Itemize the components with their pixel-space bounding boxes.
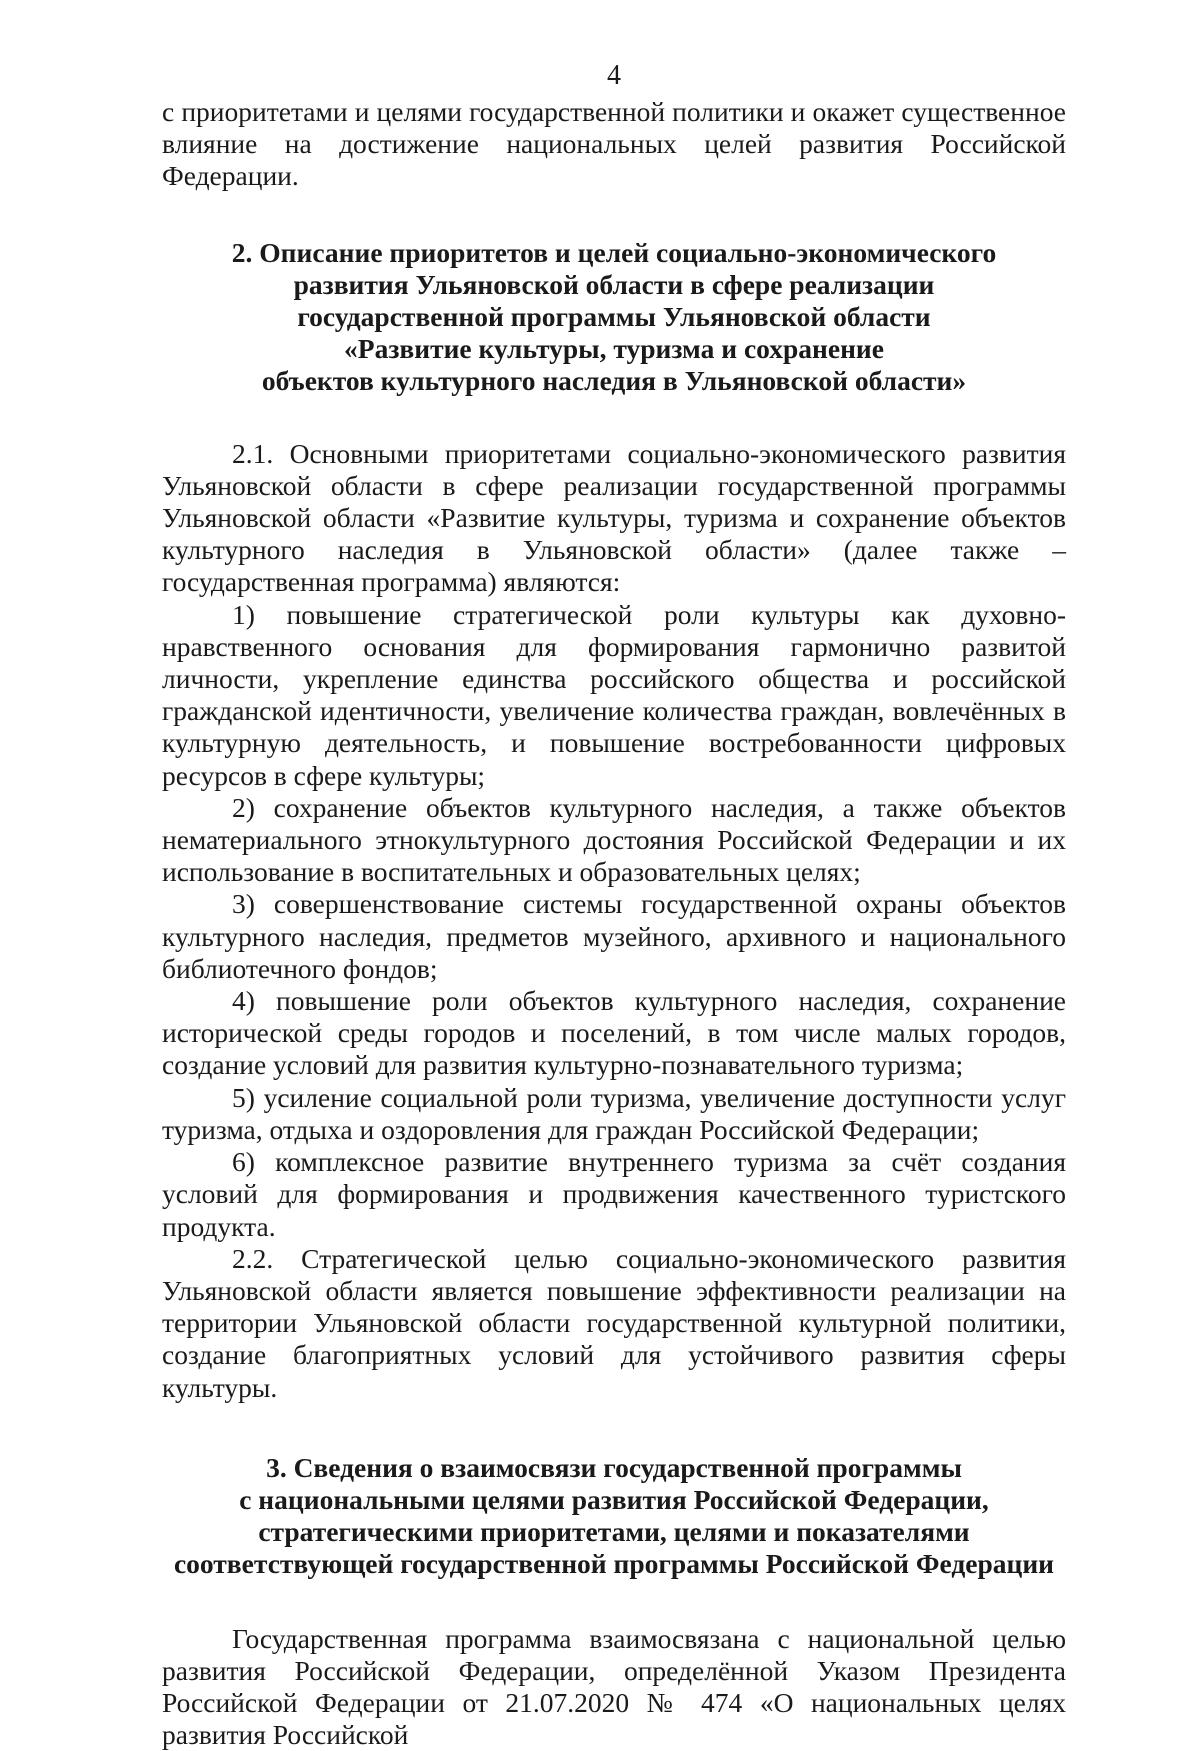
priority-item-5: 5) усиление социальной роли туризма, увеличение доступности услуг туризма, отдыха и оздоровления для граждан Российской Федерации;	[162, 1081, 1066, 1145]
section-2-title-line: 2. Описание приоритетов и целей социально-экономического	[231, 236, 997, 268]
priority-item-6: 6) комплексное развитие внутреннего туризма за счёт создания условий для формирования и продвижения качественного туристского продукта.	[162, 1146, 1066, 1242]
paragraph-2-2: 2.2. Стратегической целью социально-экономического развития Ульяновской области является повышение эффективности реализации на территории Ульяновской области государственной культурной политики, создание благоприятных условий для устойчивого развития сферы культуры.	[162, 1242, 1066, 1403]
section-3-title	[162, 1452, 1066, 1581]
section-2-title-line: объектов культурного наследия в Ульяновской области»	[261, 365, 967, 397]
priority-item-1: 1) повышение стратегической роли культуры как духовно-нравственного основания для формирования гармонично развитой личности, укрепление единства российского общества и российской гражданской идентичности, увеличение количества граждан, вовлечённых в культурную деятельность, и повышение востребованности цифровых ресурсов в сфере культуры;	[162, 598, 1066, 791]
page-number: 4	[607, 60, 621, 91]
priority-item-3: 3) совершенствование системы государственной охраны объектов культурного наследия, предметов музейного, архивного и национального библиотечного фондов;	[162, 888, 1066, 984]
intro-paragraph: с приоритетами и целями государственной политики и окажет существенное влияние на достижение национальных целей развития Российской Федерации.	[162, 96, 1066, 192]
priority-item-4: 4) повышение роли объектов культурного наследия, сохранение исторической среды городов и поселений, в том числе малых городов, создание условий для развития культурно-познавательного туризма;	[162, 985, 1066, 1081]
section-2-title-line: развития Ульяновской области в сфере реализации	[293, 268, 935, 300]
section-3-paragraph: Государственная программа взаимосвязана с национальной целью развития Российской Федерации, определённой Указом Президента Российской Федерации от 21.07.2020 № 474 «О национальных целях развития Российской	[162, 1622, 1066, 1751]
section-2-title-line: «Развитие культуры, туризма и сохранение	[344, 333, 884, 365]
paragraph-2-1: 2.1. Основными приоритетами социально-экономического развития Ульяновской области в сфере реализации государственной программы Ульяновской области «Развитие культуры, туризма и сохранение объектов культурного наследия в Ульяновской области» (далее также – государственная программа) являются:	[162, 437, 1066, 598]
section-3-title-line: 3. Сведения о взаимосвязи государственной программы	[266, 1451, 962, 1483]
section-2-title-line: государственной программы Ульяновской области	[297, 301, 931, 333]
section-3-title-line: стратегическими приоритетами, целями и показателями	[258, 1516, 970, 1548]
priority-item-2: 2) сохранение объектов культурного наследия, а также объектов нематериального этнокультурного достояния Российской Федерации и их использование в воспитательных и образовательных целях;	[162, 791, 1066, 888]
section-3-title-line: с национальными целями развития Российской Федерации,	[239, 1483, 989, 1515]
section-3-title-line: соответствующей государственной программы Российской Федерации	[173, 1548, 1055, 1580]
section-2-title	[162, 237, 1066, 398]
document-page	[162, 56, 1066, 1751]
